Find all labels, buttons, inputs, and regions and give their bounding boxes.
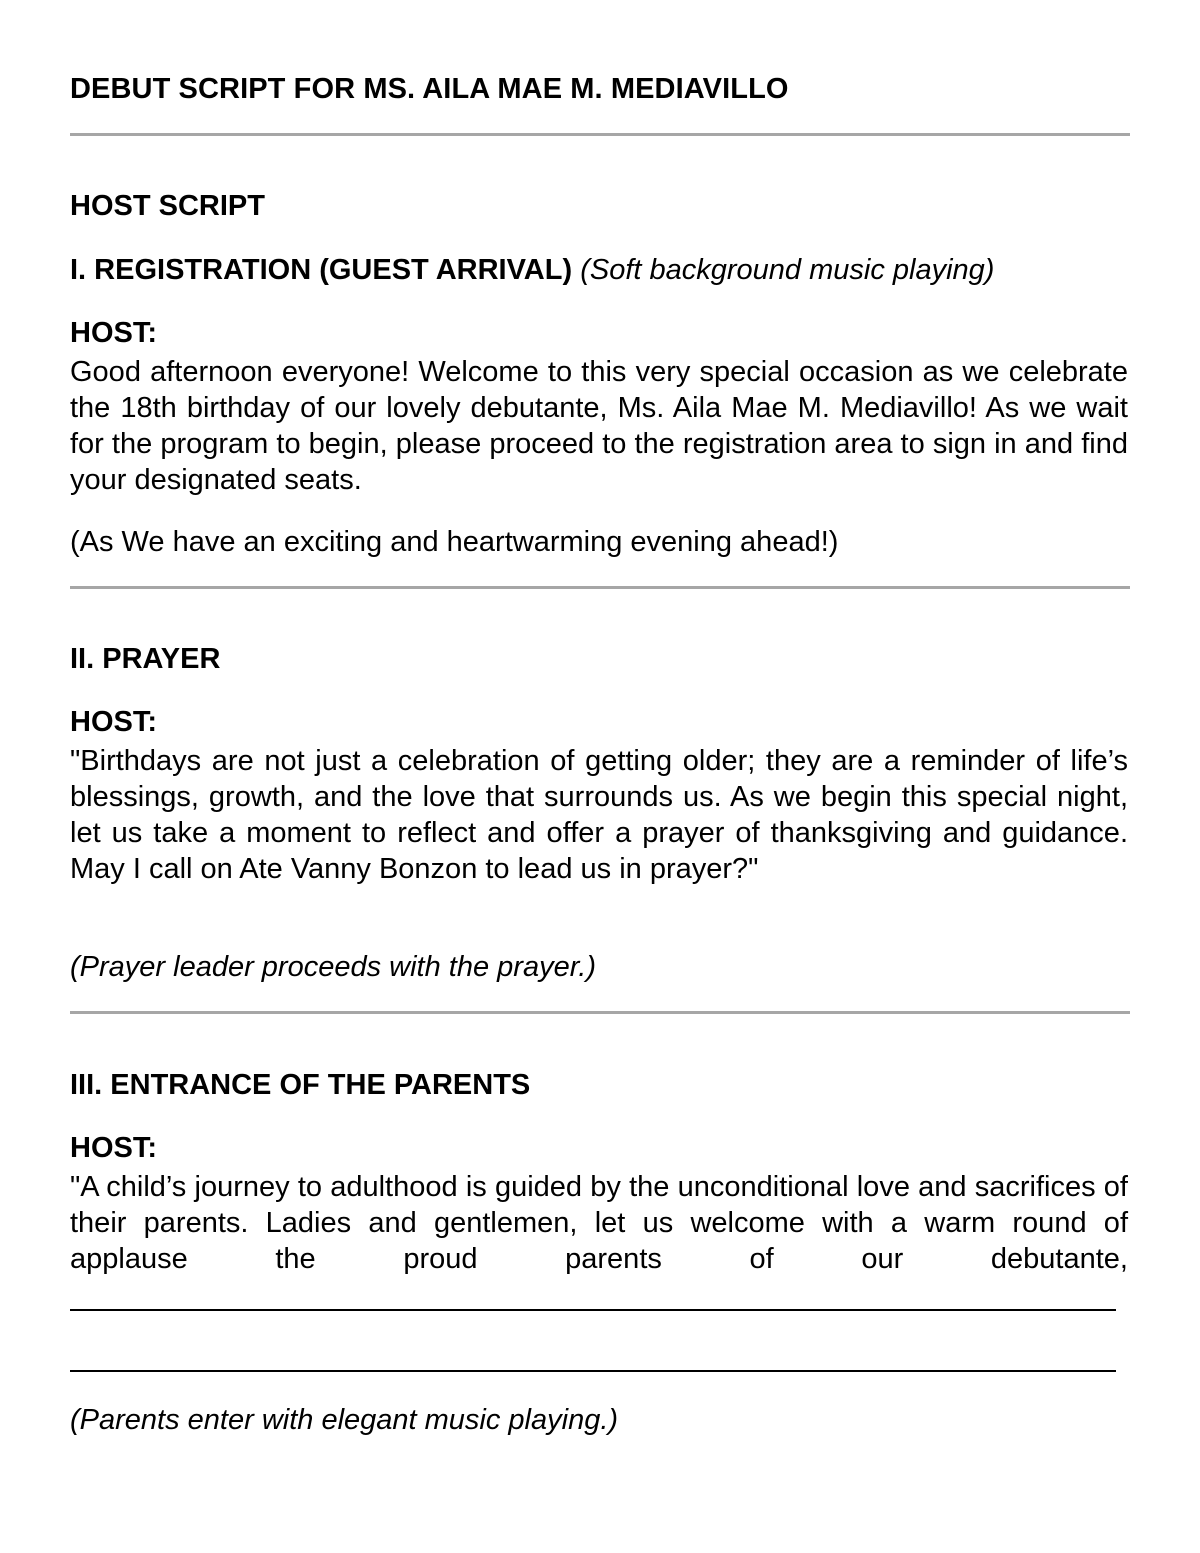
host-script-heading: HOST SCRIPT (70, 190, 265, 222)
host-label: HOST: (70, 317, 157, 349)
prayer-paragraph: "Birthdays are not just a celebration of getting older; they are a reminder of life’s blessings, growth, and the love that surrounds us. As we begin this special night, let us take a moment to reflect and offer a prayer of thanksgiving and guidance. May I call on Ate Vanny Bonzon to lead us in prayer?" (70, 745, 1128, 885)
registration-note: (As We have an exciting and heartwarming evening ahead!) (70, 526, 839, 558)
divider (70, 133, 1130, 136)
section-heading-text: I. REGISTRATION (GUEST ARRIVAL) (70, 254, 573, 286)
parents-name-blank-line (70, 1309, 1116, 1311)
host-label: HOST: (70, 706, 157, 738)
parents-note: (Parents enter with elegant music playing.) (70, 1404, 619, 1436)
section-heading-parents: III. ENTRANCE OF THE PARENTS (70, 1069, 531, 1101)
section-heading-note: (Soft background music playing) (580, 254, 995, 286)
section-heading-prayer: II. PRAYER (70, 643, 221, 675)
document-title: DEBUT SCRIPT FOR MS. AILA MAE M. MEDIAVILLO (70, 73, 789, 105)
parents-name-blank-line (70, 1370, 1116, 1372)
divider (70, 586, 1130, 589)
section-heading-registration (70, 254, 994, 287)
divider (70, 1011, 1130, 1014)
registration-paragraph: Good afternoon everyone! Welcome to this very special occasion as we celebrate the 18th birthday of our lovely debutante, Ms. Aila Mae M. Mediavillo! As we wait for the program to begin, please proceed to the registration area to sign in and find your designated seats. (70, 356, 1128, 496)
parents-paragraph: "A child’s journey to adulthood is guided by the unconditional love and sacrifices of their parents. Ladies and gentlemen, let us welcome with a warm round of applause the proud parents of our debutante, (70, 1171, 1128, 1275)
prayer-note: (Prayer leader proceeds with the prayer.) (70, 951, 596, 983)
host-label: HOST: (70, 1132, 157, 1164)
